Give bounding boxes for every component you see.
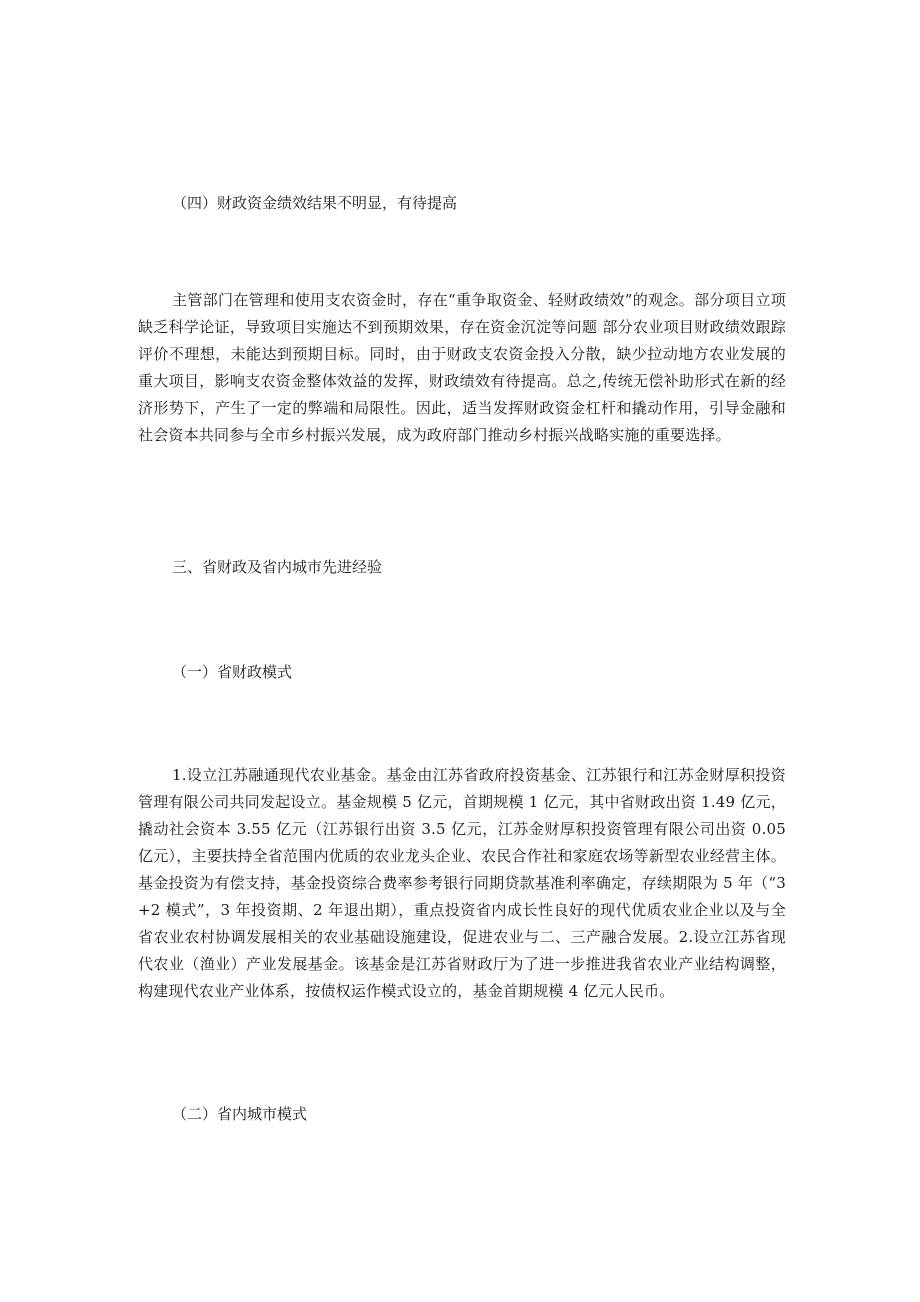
subsection-heading-provincial-model: （一）省财政模式 bbox=[172, 663, 293, 681]
subsection-heading-city-model: （二）省内城市模式 bbox=[172, 1105, 308, 1123]
paragraph-fund-performance: 主管部门在管理和使用支农资金时，存在“重争取资金、轻财政绩效”的观念。部分项目立项缺乏科学论证，导致项目实施达不到预期效果，存在资金沉淀等问题 部分农业项目财政绩效跟踪评价不理想，未能达到预期目标。同时，由于财政支农资金投入分散，缺少拉动地方农业发展的重大项目，影响支农资金整体效益的发挥，财政绩效有待提高。总之,传统无偿补助形式在新的经济形势下，产生了一定的弊端和局限性。因此，适当发挥财政资金杠杆和撬动作用，引导金融和社会资本共同参与全市乡村振兴发展，成为政府部门推动乡村振兴战略实施的重要选择。 bbox=[138, 291, 786, 444]
paragraph-provincial-funds: 1.设立江苏融通现代农业基金。基金由江苏省政府投资基金、江苏银行和江苏金财厚积投资管理有限公司共同发起设立。基金规模 5 亿元，首期规模 1 亿元，其中省财政出资 1.49 亿元，撬动社会资本 3.55 亿元（江苏银行出资 3.5 亿元，江苏金财厚积投资管理有限公司出资 0.05 亿元），主要扶持全省范围内优质的农业龙头企业、农民合作社和家庭农场等新型农业经营主体。基金投资为有偿支持，基金投资综合费率参考银行同期贷款基准利率确定，存续期限为 5 年（“3+2 模式”，3 年投资期、2 年退出期），重点投资省内成长性良好的现代优质农业企业以及与全省农业农村协调发展相关的农业基础设施建设，促进农业与二、三产融合发展。2.设立江苏省现代农业（渔业）产业发展基金。该基金是江苏省财政厅为了进一步推进我省农业产业结构调整，构建现代农业产业体系，按债权运作模式设立的，基金首期规模 4 亿元人民币。 bbox=[138, 766, 786, 1000]
section-heading-performance: （四）财政资金绩效结果不明显，有待提高 bbox=[172, 194, 458, 212]
section-heading-experience: 三、省财政及省内城市先进经验 bbox=[172, 558, 383, 576]
